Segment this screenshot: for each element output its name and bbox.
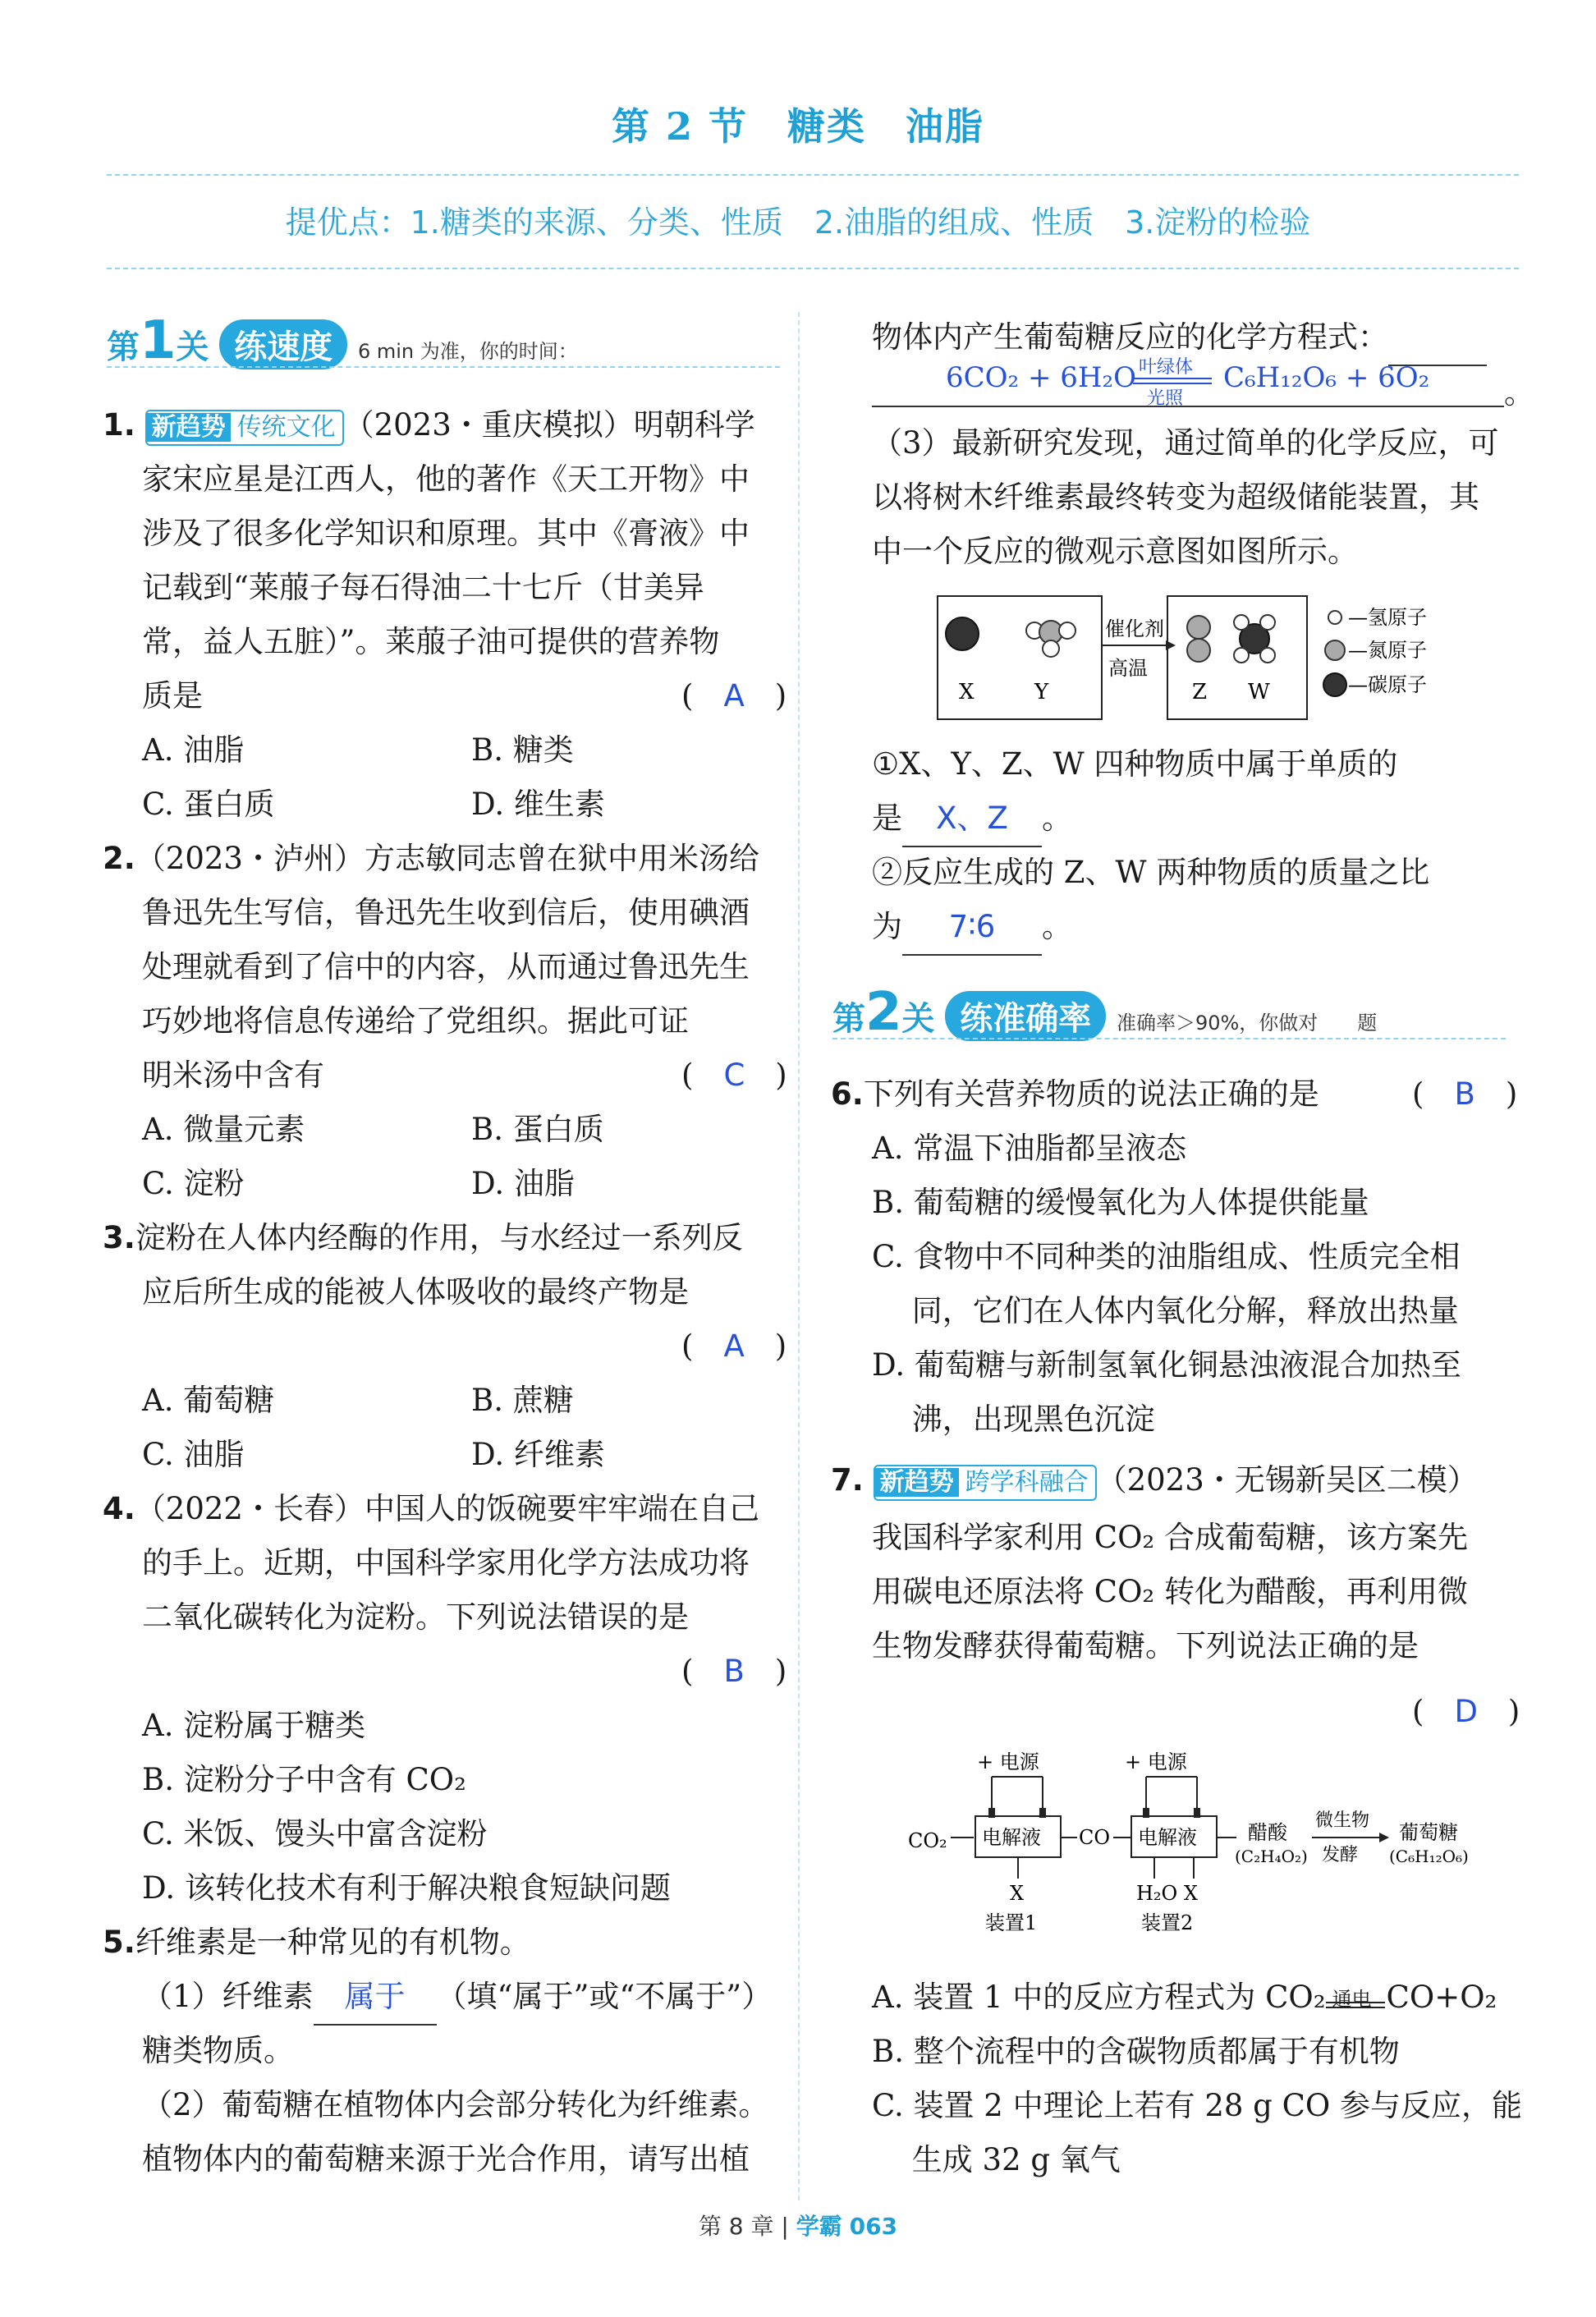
- question-text: 糖类物质。: [142, 2033, 294, 2068]
- question-text: （填“属于”或“不属于”）: [436, 1979, 773, 2014]
- question-text: 为: [872, 909, 902, 944]
- option: A. 常温下油脂都呈液态: [872, 1131, 1187, 1166]
- divider: [107, 366, 780, 368]
- option: A. 装置 1 中的反应方程式为 CO₂: [872, 1980, 1326, 2015]
- question-text: （2023・重庆模拟）明朝科学: [343, 407, 755, 443]
- microbe-label: 微生物: [1315, 1810, 1370, 1831]
- question-text: （2022・长春）中国人的饭碗要牢牢端在自己: [135, 1491, 759, 1526]
- option: C. 油脂: [142, 1437, 245, 1472]
- device-1-label: 装置1: [985, 1911, 1038, 1934]
- answer: A: [723, 678, 745, 713]
- output-2-label: H₂O X: [1136, 1882, 1198, 1905]
- question-text: 质是: [142, 678, 203, 713]
- option: C. 米饭、馒头中富含淀粉: [142, 1816, 488, 1851]
- question-text: 物体内产生葡萄糖反应的化学方程式：: [872, 319, 1388, 355]
- synthesis-flow-diagram: [903, 1741, 1494, 1946]
- answer-blank: 7∶6: [902, 900, 1042, 956]
- q3-first-line: [103, 1211, 743, 1265]
- option: B. 整个流程中的含碳物质都属于有机物: [872, 2034, 1400, 2069]
- footer-brand: 学霸: [796, 2213, 842, 2240]
- section-note: 6 min 为准，你的时间：: [357, 340, 578, 363]
- q7-option-a: [872, 1971, 1497, 2025]
- q5-sub1-answer-line: 是 X、Z 。: [872, 791, 1072, 847]
- reaction-condition: 通电: [1332, 1987, 1372, 2011]
- q5-first-line: [103, 1916, 530, 1970]
- question-text: （2023・泸州）方志敏同志曾在狱中用米汤给: [135, 841, 759, 876]
- question-text: 中一个反应的微观示意图如图所示。: [872, 534, 1358, 569]
- key-points: 提优点：1.糖类的来源、分类、性质 2.油脂的组成、性质 3.淀粉的检验: [285, 204, 1311, 241]
- legend-hydrogen: —氢原子: [1348, 606, 1427, 629]
- glucose-formula: (C₆H₁₂O₆): [1389, 1847, 1469, 1866]
- glucose-label: 葡萄糖: [1399, 1821, 1458, 1844]
- question-text: ②反应生成的 Z、W 两种物质的质量之比: [872, 855, 1430, 890]
- option: C. 淀粉: [142, 1166, 245, 1201]
- option: B. 葡萄糖的缓慢氧化为人体提供能量: [872, 1185, 1369, 1220]
- device-2-label: 装置2: [1141, 1911, 1194, 1934]
- section-note: 准确率＞90%，你做对 题: [1116, 1012, 1378, 1035]
- divider: [107, 268, 1519, 269]
- option: D. 纤维素: [471, 1437, 605, 1472]
- q7-tag: [874, 1465, 1097, 1501]
- ferment-label: 发酵: [1322, 1845, 1359, 1865]
- answer-bracket: ( B ): [1412, 1076, 1518, 1112]
- acetic-acid-label: 醋酸: [1248, 1821, 1287, 1844]
- equation-left: 6CO₂ + 6H₂O: [946, 361, 1137, 394]
- acetic-acid-formula: (C₂H₄O₂): [1235, 1847, 1308, 1866]
- equation-right: C₆H₁₂O₆ + 6O₂: [1223, 361, 1430, 394]
- answer: D: [1454, 1694, 1478, 1729]
- q4-first-line: [103, 1482, 759, 1536]
- footer-chapter: 第 8 章: [698, 2213, 774, 2240]
- question-text: 下列有关营养物质的说法正确的是: [863, 1076, 1319, 1112]
- option: D. 葡萄糖与新制氢氧化铜悬浊液混合加热至: [872, 1347, 1461, 1383]
- question-text: 生物发酵获得葡萄糖。下列说法正确的是: [872, 1628, 1419, 1663]
- section-suffix: 关: [901, 1000, 935, 1038]
- section-number: 2: [865, 982, 902, 1043]
- question-text: 纤维素是一种常见的有机物。: [135, 1925, 530, 1960]
- answer: A: [723, 1328, 745, 1364]
- q2-first-line: [103, 832, 759, 886]
- equation-condition-bottom: 光照: [1147, 388, 1184, 409]
- option: B. 蛋白质: [471, 1112, 604, 1147]
- equation-condition-top: 叶绿体: [1139, 357, 1194, 378]
- legend-carbon: —碳原子: [1348, 673, 1427, 696]
- section-prefix: 第: [107, 328, 140, 366]
- question-text: （3）最新研究发现，通过简单的化学反应，可: [872, 425, 1499, 461]
- question-number: 2.: [103, 841, 135, 876]
- answer-blank: X、Z: [902, 791, 1042, 847]
- question-text: 是: [872, 801, 902, 836]
- section-2-header: [832, 982, 1377, 1043]
- answer: B: [1454, 1076, 1475, 1112]
- tag-trend: 新趋势: [147, 413, 231, 442]
- option: B. 蔗糖: [471, 1383, 574, 1418]
- legend-nitrogen: —氮原子: [1348, 639, 1427, 662]
- option: C. 食物中不同种类的油脂组成、性质完全相: [872, 1239, 1461, 1274]
- question-text: 巧妙地将信息传递给了党组织。据此可证: [142, 1003, 689, 1039]
- equation-answer: [872, 355, 1504, 407]
- question-number: 1.: [103, 407, 135, 443]
- electrolyte-label: 电解液: [1138, 1826, 1197, 1849]
- answer-bracket: ( C ): [681, 1058, 787, 1093]
- label-y: Y: [1034, 680, 1049, 704]
- page-footer: 第 8 章 | 学霸 063: [698, 2213, 898, 2240]
- question-number: 7.: [831, 1462, 864, 1498]
- question-text: （1）纤维素: [142, 1979, 314, 2014]
- label-z: Z: [1192, 680, 1208, 704]
- label-x: X: [959, 680, 975, 704]
- q6-first-line: [831, 1067, 1319, 1122]
- option: 生成 32 g 氧气: [872, 2142, 1121, 2177]
- column-divider: [798, 312, 800, 2200]
- option: C. 蛋白质: [142, 787, 275, 822]
- section-1-header: [107, 310, 578, 371]
- answer-bracket: ( A ): [681, 678, 787, 713]
- question-text: 鲁迅先生写信，鲁迅先生收到信后，使用碘酒: [142, 895, 750, 930]
- question-text: ①X、Y、Z、W 四种物质中属于单质的: [872, 746, 1398, 782]
- label-w: W: [1248, 680, 1270, 704]
- question-text: 应后所生成的能被人体吸收的最终产物是: [142, 1274, 689, 1310]
- section-prefix: 第: [832, 1000, 865, 1038]
- catalyst-label: 催化剂: [1105, 617, 1164, 640]
- section-number: 1: [140, 310, 177, 371]
- q5-part1: [142, 1970, 772, 2026]
- option: D. 该转化技术有利于解决粮食短缺问题: [142, 1870, 671, 1906]
- question-text: 我国科学家利用 CO₂ 合成葡萄糖，该方案先: [872, 1520, 1468, 1555]
- question-number: 4.: [103, 1491, 135, 1526]
- q5-sub2-answer-line: 为 7∶6 。: [872, 900, 1072, 956]
- question-text: 涉及了很多化学知识和原理。其中《膏液》中: [142, 516, 750, 551]
- answer-bracket: ( B ): [681, 1654, 787, 1689]
- question-text: 记载到“莱菔子每石得油二十七斤（甘美异: [142, 570, 704, 605]
- reaction-micro-diagram: [928, 588, 1502, 727]
- tag-topic: 传统文化: [236, 412, 336, 442]
- question-text: 的手上。近期，中国科学家用化学方法成功将: [142, 1545, 750, 1581]
- answer-blank: 属于: [314, 1970, 437, 2026]
- question-text: （2）葡萄糖在植物体内会部分转化为纤维素。: [142, 2087, 769, 2122]
- option: C. 装置 2 中理论上若有 28 g CO 参与反应，能: [872, 2088, 1523, 2123]
- question-text: 处理就看到了信中的内容，从而通过鲁迅先生: [142, 949, 750, 984]
- output-1-label: X: [1010, 1882, 1025, 1905]
- option: CO+O₂: [1386, 1980, 1497, 2015]
- divider: [832, 1038, 1506, 1039]
- q1-first-line: [103, 398, 755, 452]
- condition-label: 高温: [1108, 657, 1148, 680]
- option: 同，它们在人体内氧化分解，释放出热量: [872, 1293, 1459, 1328]
- page-title: 第 2 节 糖类 油脂: [611, 104, 985, 149]
- option: A. 淀粉属于糖类: [142, 1708, 366, 1743]
- option: 沸，出现黑色沉淀: [872, 1402, 1155, 1437]
- question-text: 二氧化碳转化为淀粉。下列说法错误的是: [142, 1599, 689, 1635]
- option: B. 淀粉分子中含有 CO₂: [142, 1762, 466, 1797]
- q7-first-line: [831, 1453, 1478, 1507]
- tag-trend: 新趋势: [875, 1468, 959, 1497]
- option: A. 微量元素: [142, 1112, 305, 1147]
- section-suffix: 关: [176, 328, 209, 366]
- question-source: （2023・无锡新吴区二模）: [1096, 1462, 1478, 1498]
- tag-topic: 跨学科融合: [965, 1467, 1089, 1497]
- option: D. 油脂: [471, 1166, 575, 1201]
- answer-bracket: ( D ): [1412, 1694, 1520, 1729]
- option: D. 维生素: [471, 787, 605, 822]
- question-text: 淀粉在人体内经酶的作用，与水经过一系列反: [135, 1220, 743, 1255]
- question-number: 5.: [103, 1925, 135, 1960]
- co-label: CO: [1079, 1826, 1111, 1849]
- question-number: 6.: [831, 1076, 864, 1112]
- option: A. 葡萄糖: [142, 1383, 275, 1418]
- question-text: 以将树木纤维素最终转变为超级储能装置，其: [872, 479, 1479, 515]
- atom-carbon: [946, 617, 979, 650]
- divider: [107, 174, 1519, 176]
- atom-hydrogen: [1043, 640, 1059, 657]
- power-label: + 电源: [1125, 1750, 1187, 1773]
- option: B. 糖类: [471, 732, 574, 768]
- question-text: 用碳电还原法将 CO₂ 转化为醋酸，再利用微: [872, 1574, 1468, 1609]
- answer: C: [723, 1058, 745, 1093]
- co2-label: CO₂: [908, 1829, 947, 1852]
- answer: B: [723, 1654, 745, 1689]
- question-number: 3.: [103, 1220, 135, 1255]
- question-text: 植物体内的葡萄糖来源于光合作用，请写出植: [142, 2141, 750, 2177]
- power-label: + 电源: [977, 1750, 1039, 1773]
- page-number: 063: [849, 2213, 898, 2240]
- q1-tag: [145, 410, 344, 446]
- atom-hydrogen: [1059, 622, 1075, 639]
- electrolyte-label: 电解液: [982, 1826, 1041, 1849]
- question-text: 明米汤中含有: [142, 1058, 324, 1093]
- section-badge: 练准确率: [945, 991, 1106, 1041]
- answer-bracket: ( A ): [681, 1328, 787, 1364]
- question-text: 常，益人五脏）”。莱菔子油可提供的营养物: [142, 624, 720, 659]
- section-badge: 练速度: [219, 319, 347, 369]
- option: A. 油脂: [142, 732, 245, 768]
- question-text: 家宋应星是江西人，他的著作《天工开物》中: [142, 461, 750, 497]
